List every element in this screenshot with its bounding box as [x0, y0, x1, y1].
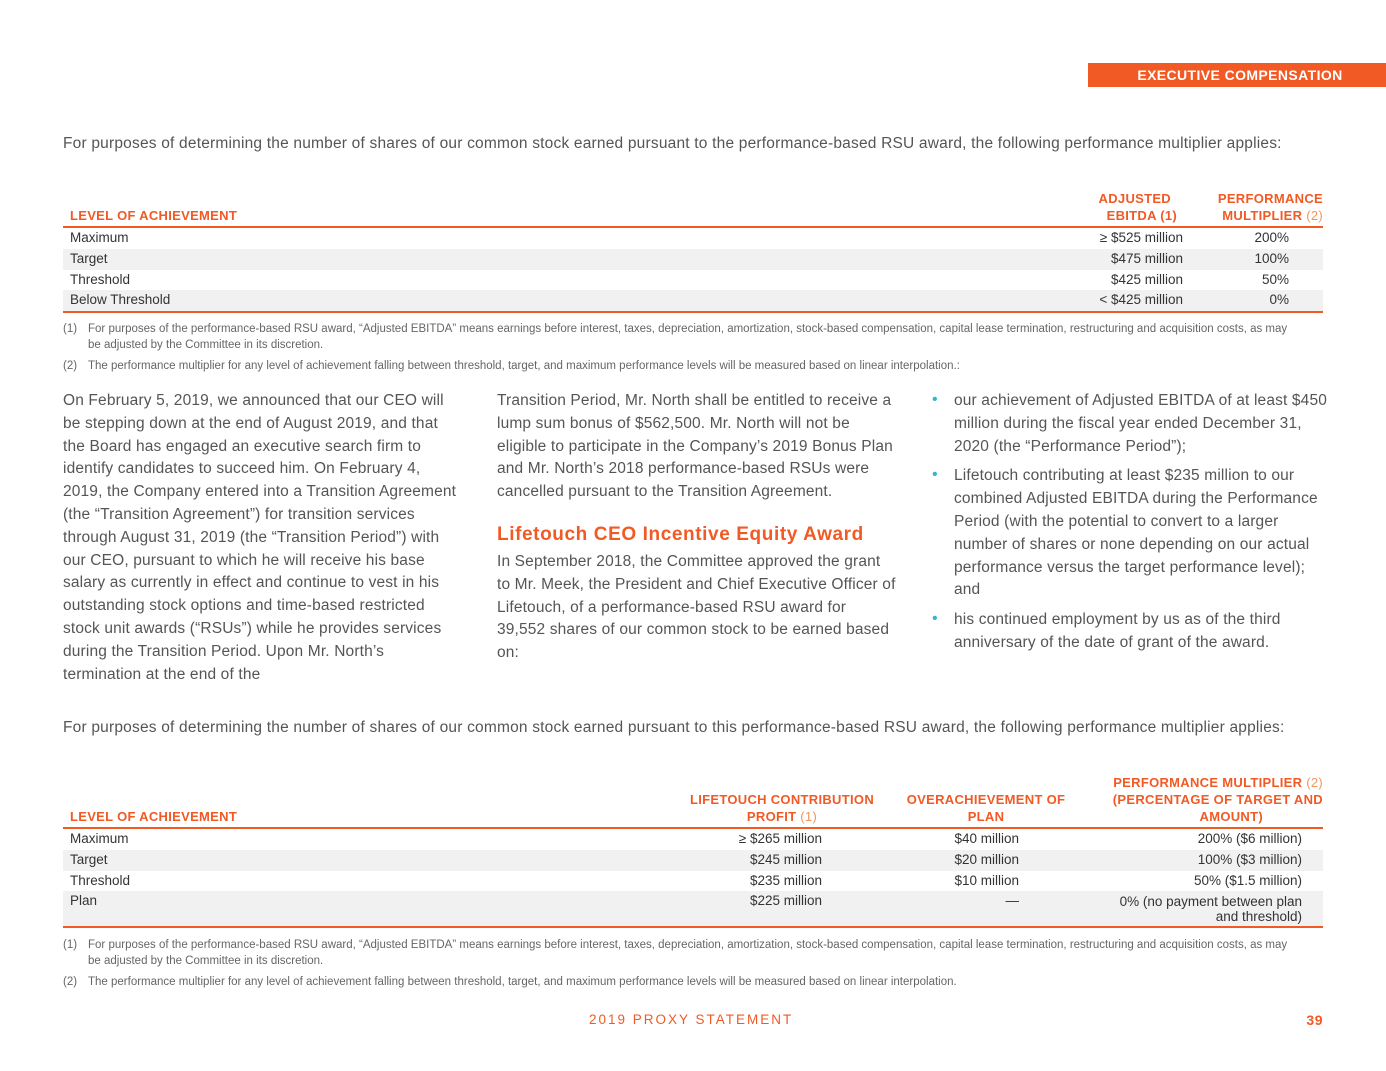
- table-row: Plan $225 million — 0% (no payment between plan and threshold): [63, 891, 1323, 928]
- table-header: [63, 772, 1323, 829]
- list-item: • his continued employment by us as of the third anniversary of the date of grant of the award.: [932, 610, 1281, 651]
- list-item: • our achievement of Adjusted EBITDA of at least $450 million during the fiscal year ended December 31, 2020 (the “Performance Period”);: [932, 391, 1327, 455]
- footnote-1: (1) For purposes of the performance-based RSU award, “Adjusted EBITDA” means earnings before interest, taxes, depreciation, amortization, stock-based compensation, capital lease termination, restructuring and acquisition costs, as may be adjusted by the Committee in its discretion.: [63, 939, 1288, 967]
- header-performance-multiplier: PERFORMANCE MULTIPLIER (2): [1217, 191, 1323, 223]
- transition-paragraph: Transition Period, Mr. North shall be entitled to receive a lump sum bonus of $562,500. Mr. North will not be eligible to participate in the Company’s 2019 Bonus Plan and Mr. North’s 2018 performance-based RSUs were cancelled pursuant to the Transition Agreement.: [497, 392, 893, 501]
- bullet-icon: •: [932, 610, 938, 628]
- table-row: Maximum ≥ $265 million $40 million 200% ($6 million): [70, 831, 1302, 846]
- body-column-2: [497, 390, 897, 665]
- header-overachievement: OVERACHIEVEMENT OF PLAN: [906, 792, 1066, 824]
- footnote-2: (2) The performance multiplier for any level of achievement falling between threshold, target, and maximum performance levels will be measured based on linear interpolation.: [63, 976, 957, 988]
- performance-multiplier-table: [63, 188, 1323, 313]
- award-paragraph: In September 2018, the Committee approved the grant to Mr. Meek, the President and Chief Executive Officer of Lifetouch, of a performance-based RSU award for 39,552 shares of our common stock to be earned based on:: [497, 552, 896, 662]
- header-level-of-achievement: LEVEL OF ACHIEVEMENT: [70, 809, 238, 824]
- intro-paragraph-1: For purposes of determining the number of shares of our common stock earned pursuant to the performance-based RSU award, the following performance multiplier applies:: [63, 135, 1282, 152]
- body-column-3: [932, 390, 1327, 662]
- intro-paragraph-2: For purposes of determining the number of shares of our common stock earned pursuant to this performance-based RSU award, the following performance multiplier applies:: [63, 719, 1285, 736]
- page-number: 39: [1306, 1012, 1323, 1028]
- table-row: Below Threshold < $425 million 0%: [63, 290, 1323, 313]
- header-performance-multiplier: PERFORMANCE MULTIPLIER (2) (PERCENTAGE OF TARGET AND AMOUNT): [1112, 775, 1323, 824]
- footnote-2: (2) The performance multiplier for any level of achievement falling between threshold, target, and maximum performance levels will be measured based on linear interpolation.:: [63, 360, 960, 372]
- header-level-of-achievement: LEVEL OF ACHIEVEMENT: [70, 208, 238, 223]
- header-adjusted-ebitda: ADJUSTED EBITDA (1): [1098, 191, 1177, 223]
- section-tag: EXECUTIVE COMPENSATION: [1088, 63, 1386, 87]
- table-row: Maximum ≥ $525 million 200%: [70, 230, 1289, 245]
- lifetouch-multiplier-table: [63, 772, 1323, 928]
- bullet-icon: •: [932, 466, 938, 484]
- list-item: • Lifetouch contributing at least $235 million to our combined Adjusted EBITDA during the Performance Period (with the potential to convert to a larger number of shares or none depending on our actual performance versus the target performance level); and: [932, 466, 1318, 599]
- section-heading: Lifetouch CEO Incentive Equity Award: [497, 523, 864, 545]
- footer-title: 2019 PROXY STATEMENT: [589, 1012, 794, 1027]
- header-lifetouch-profit: LIFETOUCH CONTRIBUTION PROFIT (1): [689, 792, 875, 824]
- table-row: Threshold $235 million $10 million 50% ($1.5 million): [70, 872, 1302, 888]
- table-row: Target $245 million $20 million 100% ($3 million): [63, 850, 1323, 871]
- table-row: Target $475 million 100%: [63, 249, 1323, 270]
- table-row: Threshold $425 million 50%: [70, 271, 1289, 287]
- footnote-1: (1) For purposes of the performance-based RSU award, “Adjusted EBITDA” means earnings before interest, taxes, depreciation, amortization, stock-based compensation, capital lease termination, restructuring and acquisition costs, as may be adjusted by the Committee in its discretion.: [63, 323, 1288, 351]
- table-header: [63, 188, 1323, 228]
- bullet-icon: •: [932, 391, 938, 408]
- criteria-list: [932, 390, 1327, 655]
- body-column-1: On February 5, 2019, we announced that our CEO will be stepping down at the end of August 2019, and that the Board has engaged an executive search firm to identify candidates to succeed him. On February 4, 2019, the Company entered into a Transition Agreement (the “Transition Agreement”) for transition services through August 31, 2019 (the “Transition Period”) with our CEO, pursuant to which he will receive his base salary as currently in effect and continue to vest in his outstanding stock options and time-based restricted stock unit awards (“RSUs”) while he provides services during the Transition Period. Upon Mr. North’s termination at the end of the: [63, 392, 457, 683]
